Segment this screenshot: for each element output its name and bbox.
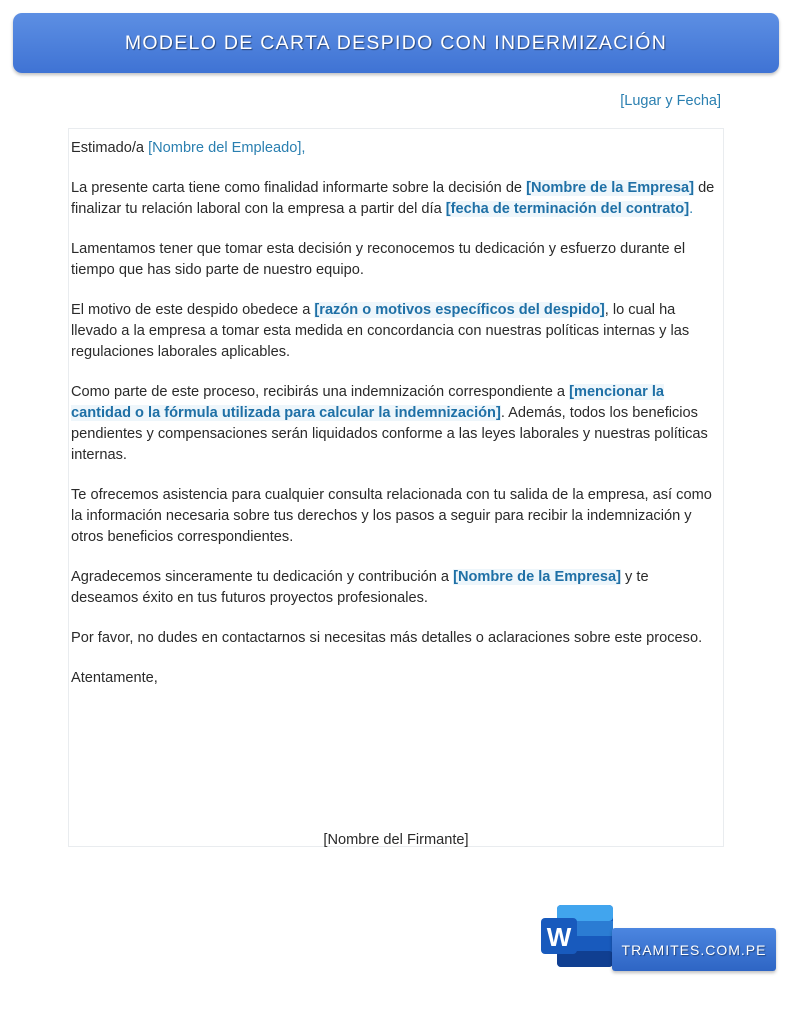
place-date: [Lugar y Fecha] xyxy=(620,93,721,109)
word-icon-letter: W xyxy=(546,922,572,952)
dismissal-reason-placeholder: [razón o motivos específicos del despido] xyxy=(314,302,605,318)
paragraph-1-text-a: La presente carta tiene como finalidad informarte sobre la decisión de xyxy=(71,180,523,196)
company-name-placeholder-2: [Nombre de la Empresa] xyxy=(453,569,621,585)
site-label: TRAMITES.COM.PE xyxy=(621,941,767,958)
signer-name-placeholder: [Nombre del Firmante] xyxy=(323,832,469,848)
paragraph-6-text-b: y te deseamos éxito en tus futuros proyectos profesionales. xyxy=(71,569,649,606)
termination-date-placeholder: [fecha de terminación del contrato] xyxy=(445,201,690,217)
paragraph-6 xyxy=(71,567,719,609)
paragraph-3 xyxy=(71,300,719,363)
letter-body xyxy=(68,128,724,847)
paragraph-2: Lamentamos tener que tomar esta decisión y reconocemos tu dedicación y esfuerzo durante el tiempo que has sido parte de nuestro equipo. xyxy=(71,241,686,278)
compensation-amount-placeholder: [mencionar la cantidad o la fórmula utilizada para calcular la indemnización] xyxy=(71,384,664,421)
closing: Atentamente, xyxy=(71,670,158,686)
paragraph-1-text-c: . xyxy=(689,201,694,217)
paragraph-6-text-a: Agradecemos sinceramente tu dedicación y contribución a xyxy=(71,569,450,585)
greeting-prefix: Estimado/a xyxy=(71,140,145,156)
paragraph-4-text-b: . Además, todos los beneficios pendientes y compensaciones serán liquidados conforme a las leyes laborales y nuestras políticas internas. xyxy=(71,405,708,463)
company-name-placeholder: [Nombre de la Empresa] xyxy=(526,180,694,196)
paragraph-7: Por favor, no dudes en contactarnos si necesitas más detalles o aclaraciones sobre este proceso. xyxy=(71,630,703,646)
paragraph-3-text-b: , lo cual ha llevado a la empresa a tomar esta medida en concordancia con nuestras políticas internas y las regulaciones laborales aplicables. xyxy=(71,302,690,360)
page-title: MODELO DE CARTA DESPIDO CON INDERMIZACIÓN xyxy=(124,31,668,54)
paragraph-1 xyxy=(71,178,719,220)
paragraph-3-text-a: El motivo de este despido obedece a xyxy=(71,302,311,318)
greeting xyxy=(71,138,719,159)
paragraph-5: Te ofrecemos asistencia para cualquier consulta relacionada con tu salida de la empresa, así como la información necesaria sobre tus derechos y los pasos a seguir para recibir la indemnización y otros beneficios correspondientes. xyxy=(71,487,712,545)
title-banner xyxy=(13,13,779,73)
site-badge[interactable] xyxy=(612,928,776,971)
paragraph-1-text-b: de finalizar tu relación laboral con la empresa a partir del día xyxy=(71,180,715,217)
paragraph-4 xyxy=(71,382,719,466)
microsoft-word-icon[interactable] xyxy=(541,905,616,967)
employee-name-placeholder: [Nombre del Empleado], xyxy=(148,140,306,156)
paragraph-4-text-a: Como parte de este proceso, recibirás una indemnización correspondiente a xyxy=(71,384,566,400)
